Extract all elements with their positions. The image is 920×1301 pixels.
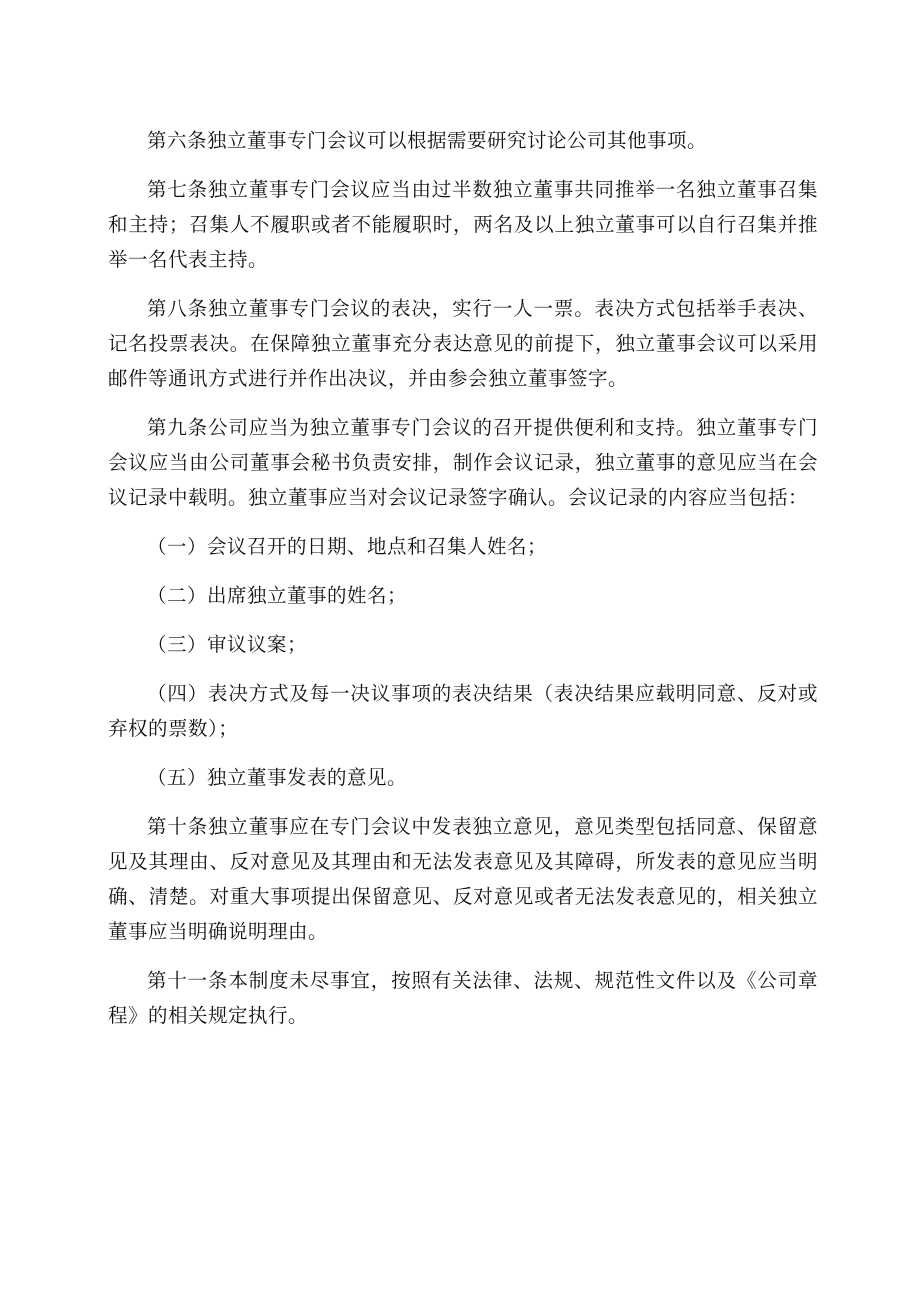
list-item-5: （五）独立董事发表的意见。 [147,766,408,789]
article-8: 第八条独立董事专门会议的表决，实行一人一票。表决方式包括举手表决、记名投票表决。在保障独立董事充分表达意见的前提下，独立董事会议可以采用邮件等通讯方式进行并作出决议，并由参会独立董事签字。 [108,297,818,390]
article-11: 第十一条本制度未尽事宜，按照有关法律、法规、规范性文件以及《公司章程》的相关规定执行。 [108,969,818,1027]
list-item-3: （三）审议议案； [147,633,308,656]
document-body [108,123,818,1047]
list-item-1: （一）会议召开的日期、地点和召集人姓名； [147,535,548,558]
article-7: 第七条独立董事专门会议应当由过半数独立董事共同推举一名独立董事召集和主持；召集人不履职或者不能履职时，两名及以上独立董事可以自行召集并推举一名代表主持。 [108,178,818,271]
article-10: 第十条独立董事应在专门会议中发表独立意见，意见类型包括同意、保留意见及其理由、反对意见及其理由和无法发表意见及其障碍，所发表的意见应当明确、清楚。对重大事项提出保留意见、反对意见或者无法发表意见的，相关独立董事应当明确说明理由。 [108,815,818,943]
article-9: 第九条公司应当为独立董事专门会议的召开提供便利和支持。独立董事专门会议应当由公司董事会秘书负责安排，制作会议记录，独立董事的意见应当在会议记录中载明。独立董事应当对会议记录签字确认。会议记录的内容应当包括： [108,416,818,509]
article-6: 第六条独立董事专门会议可以根据需要研究讨论公司其他事项。 [147,129,708,152]
list-item-4: （四）表决方式及每一决议事项的表决结果（表决结果应载明同意、反对或弃权的票数）； [108,682,818,740]
list-item-2: （二）出席独立董事的姓名； [147,584,408,607]
